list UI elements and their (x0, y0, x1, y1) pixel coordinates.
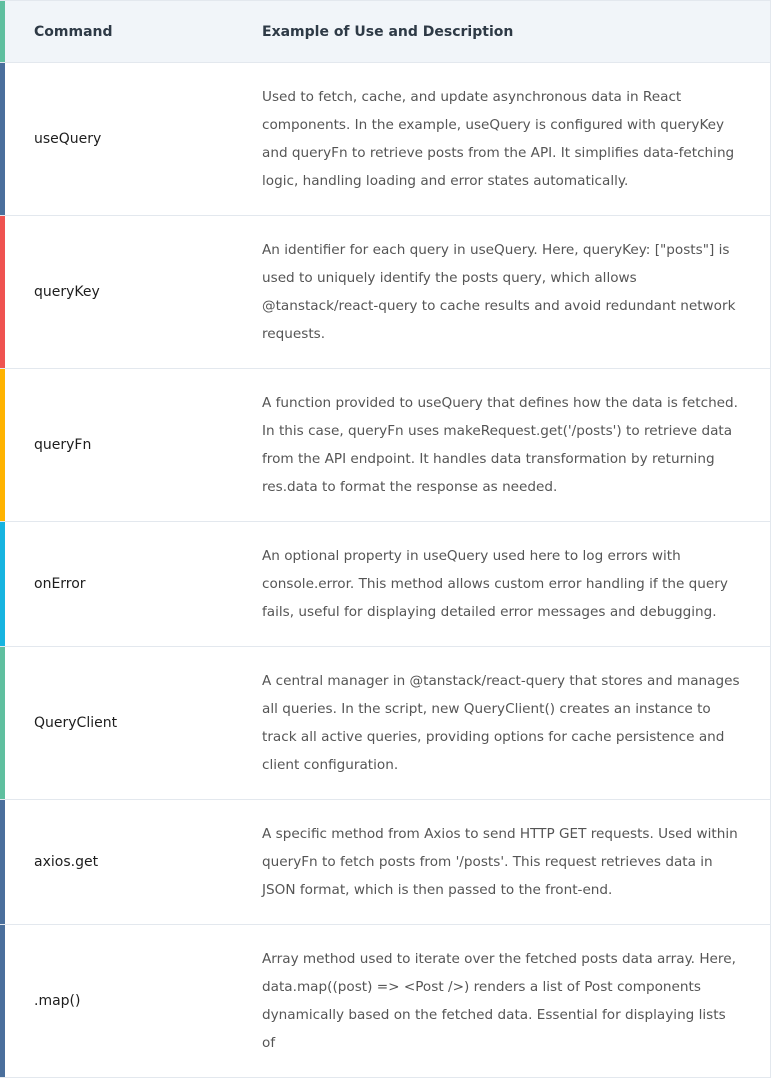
description-cell: A specific method from Axios to send HTTP GET requests. Used within queryFn to fetch posts from '/posts'. This request retrieves data in JSON format, which is then passed to the front-end. (262, 826, 738, 898)
row-accent-stripe (0, 647, 5, 799)
description-cell: An identifier for each query in useQuery. Here, queryKey: ["posts"] is used to uniquely identify the posts query, which allows @tanstack/react-query to cache results and avoid redundant network requests. (262, 242, 736, 342)
header-accent-stripe (0, 1, 5, 62)
row-accent-stripe (0, 925, 5, 1077)
table-row (0, 522, 770, 647)
table-row (0, 369, 770, 522)
command-cell: queryFn (34, 437, 92, 453)
table-row (0, 216, 770, 369)
table-body (0, 63, 770, 1078)
table-row (0, 647, 770, 800)
table-row (0, 925, 770, 1078)
command-cell: axios.get (34, 854, 99, 870)
description-cell: Used to fetch, cache, and update asynchronous data in React components. In the example, useQuery is configured with queryKey and queryFn to retrieve posts from the API. It simplifies data-fetching logic, handling loading and error states automatically. (262, 89, 735, 189)
command-cell: QueryClient (34, 715, 118, 731)
row-accent-stripe (0, 369, 5, 521)
row-accent-stripe (0, 800, 5, 924)
row-accent-stripe (0, 522, 5, 646)
row-accent-stripe (0, 216, 5, 368)
command-cell: .map() (34, 993, 81, 1009)
command-cell: queryKey (34, 284, 100, 300)
command-cell: onError (34, 576, 86, 592)
table-row (0, 63, 770, 216)
row-accent-stripe (0, 63, 5, 215)
description-cell: Array method used to iterate over the fetched posts data array. Here, data.map((post) => <Post />) renders a list of Post components dynamically based on the fetched data. Essential for displaying lists of (262, 951, 736, 1051)
description-cell: An optional property in useQuery used here to log errors with console.error. This method allows custom error handling if the query fails, useful for displaying detailed error messages and debugging. (262, 548, 728, 620)
description-cell: A central manager in @tanstack/react-query that stores and manages all queries. In the script, new QueryClient() creates an instance to track all active queries, providing options for cache persistence and client configuration. (262, 673, 740, 773)
header-command: Command (34, 23, 113, 40)
description-cell: A function provided to useQuery that defines how the data is fetched. In this case, queryFn uses makeRequest.get('/posts') to retrieve data from the API endpoint. It handles data transformation by returning res.data to format the response as needed. (262, 395, 739, 495)
command-cell: useQuery (34, 131, 102, 147)
header-description: Example of Use and Description (262, 23, 514, 40)
table-row (0, 800, 770, 925)
table-header (0, 0, 770, 63)
